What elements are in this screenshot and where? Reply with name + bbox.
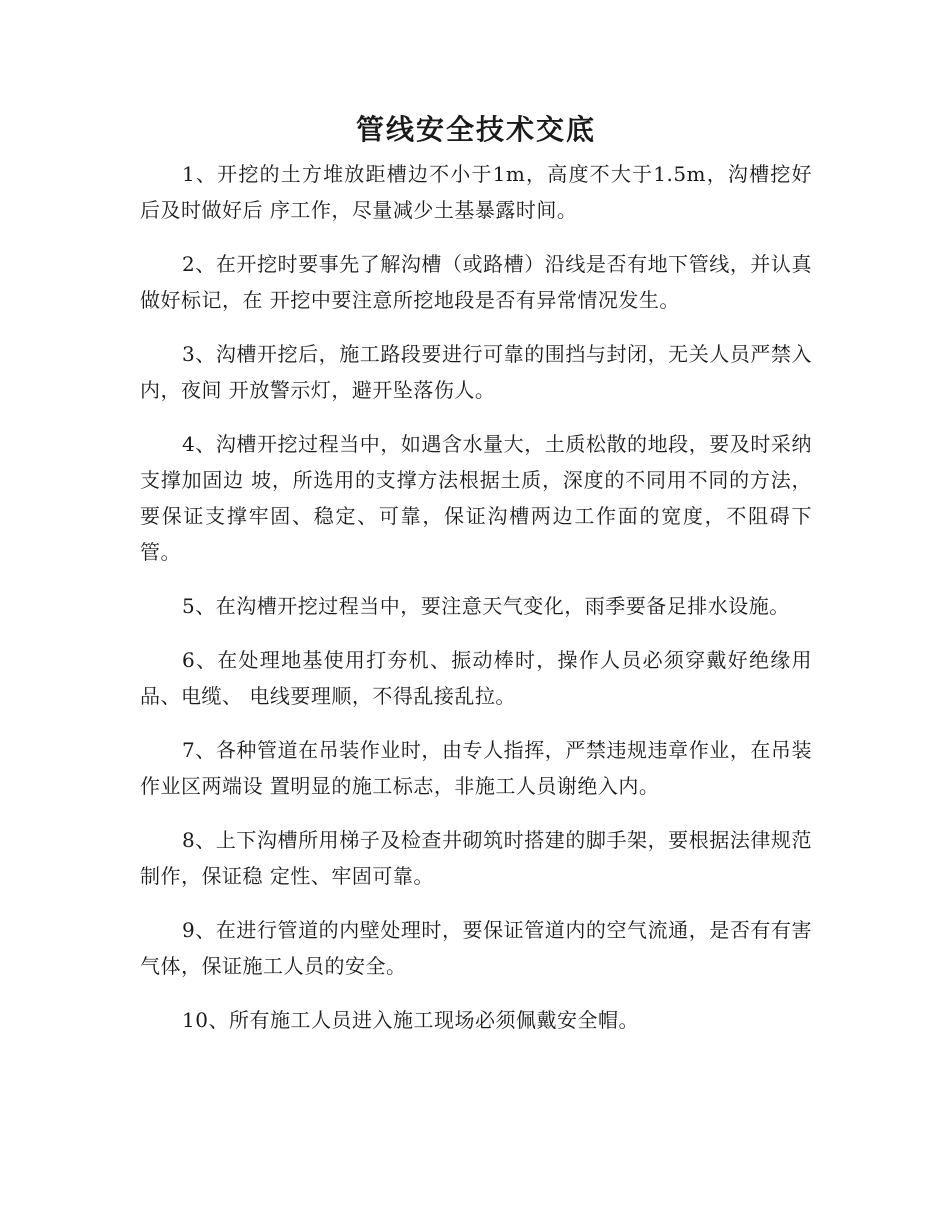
paragraph-4: 4、沟槽开挖过程当中，如遇含水量大，土质松散的地段，要及时采纳支撑加固边 坡，所选用的支撑方法根据土质，深度的不同用不同的方法，要保证支撑牢固、稳定、可靠，保证沟槽两边工作面的宽度，不阻碍下管。	[140, 432, 812, 564]
paragraph-1: 1、开挖的土方堆放距槽边不小于1m，高度不大于1.5m，沟槽挖好后及时做好后 序工作，尽量减少土基暴露时间。	[140, 162, 812, 222]
paragraph-7: 7、各种管道在吊装作业时，由专人指挥，严禁违规违章作业，在吊装作业区两端设 置明显的施工标志，非施工人员谢绝入内。	[140, 738, 812, 798]
document-title: 管线安全技术交底	[355, 113, 596, 146]
paragraph-10: 10、所有施工人员进入施工现场必须佩戴安全帽。	[182, 1008, 639, 1032]
paragraph-6: 6、在处理地基使用打夯机、振动棒时，操作人员必须穿戴好绝缘用品、电缆、 电线要理顺，不得乱接乱拉。	[140, 648, 812, 708]
paragraph-8: 8、上下沟槽所用梯子及检查井砌筑时搭建的脚手架，要根据法律规范制作，保证稳 定性、牢固可靠。	[140, 828, 812, 888]
paragraph-3: 3、沟槽开挖后，施工路段要进行可靠的围挡与封闭，无关人员严禁入内，夜间 开放警示灯，避开坠落伤人。	[140, 342, 812, 402]
paragraph-5: 5、在沟槽开挖过程当中，要注意天气变化，雨季要备足排水设施。	[182, 594, 790, 618]
paragraph-9: 9、在进行管道的内壁处理时，要保证管道内的空气流通，是否有有害气体，保证施工人员的安全。	[140, 918, 812, 978]
paragraph-2: 2、在开挖时要事先了解沟槽（或路槽）沿线是否有地下管线，并认真做好标记，在 开挖中要注意所挖地段是否有异常情况发生。	[140, 252, 812, 312]
